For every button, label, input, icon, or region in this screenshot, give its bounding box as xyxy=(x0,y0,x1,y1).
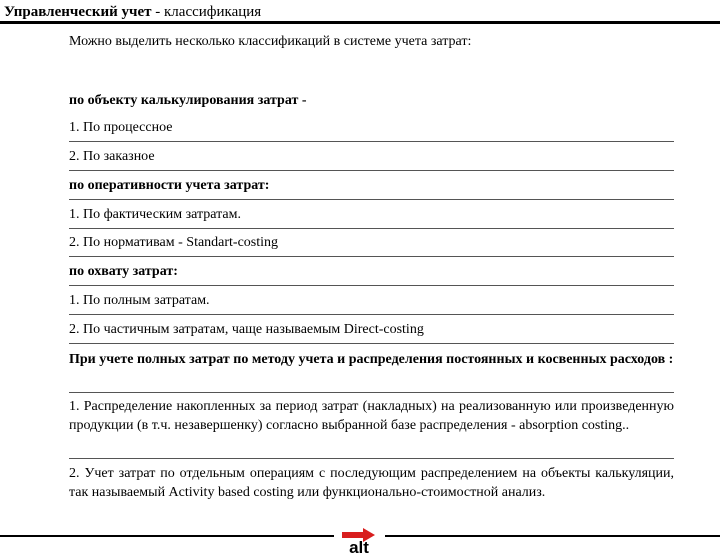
divider xyxy=(69,343,674,344)
section4-item-1: 1. Распределение накопленных за период затрат (накладных) на реализованную или произведенную продукции (в т.ч. незавершенку) согласно выбранной базе распределения - absorption costing.. xyxy=(69,399,674,433)
divider xyxy=(69,458,674,459)
intro-text: Можно выделить несколько классификаций в системе учета затрат: xyxy=(69,34,472,49)
section1-item-1: 1. По процессное xyxy=(69,120,173,135)
header-divider xyxy=(0,21,720,24)
divider xyxy=(69,256,674,257)
slide-title-bold: Управленческий учет xyxy=(4,4,152,20)
divider xyxy=(69,170,674,171)
footer-divider-right xyxy=(385,535,720,537)
section3-heading: по охвату затрат: xyxy=(69,264,178,279)
section2-item-1: 1. По фактическим затратам. xyxy=(69,207,241,222)
section2-heading: по оперативности учета затрат: xyxy=(69,178,270,193)
slide-title xyxy=(4,3,261,21)
section3-item-2: 2. По частичным затратам, чаще называемым Direct-costing xyxy=(69,322,424,337)
logo-text: alt xyxy=(349,538,369,555)
section4-item-2: 2. Учет затрат по отдельным операциям с последующим распределением на объекты калькуляции, так называемый Activity based costing или функционально-стоимостной анализ. xyxy=(69,466,674,500)
section4-heading: При учете полных затрат по методу учета и распределения постоянных и косвенных расходов : xyxy=(69,352,674,367)
section3-item-1: 1. По полным затратам. xyxy=(69,293,210,308)
footer-divider-left xyxy=(0,535,334,537)
section1-item-2: 2. По заказное xyxy=(69,149,155,164)
slide-title-rest: - классификация xyxy=(151,4,262,20)
divider xyxy=(69,314,674,315)
divider xyxy=(69,141,674,142)
divider xyxy=(69,228,674,229)
section2-item-2: 2. По нормативам - Standart-costing xyxy=(69,235,279,250)
alt-logo xyxy=(339,518,379,555)
section1-heading: по объекту калькулирования затрат - xyxy=(69,93,307,108)
divider xyxy=(69,285,674,286)
divider xyxy=(69,199,674,200)
divider xyxy=(69,392,674,393)
